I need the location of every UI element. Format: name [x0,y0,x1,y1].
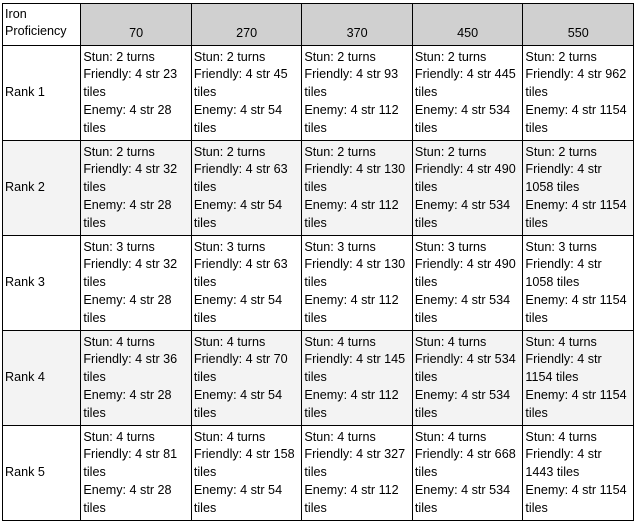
table-cell [302,426,413,521]
friendly-text: Friendly: 4 str 1058 tiles [525,257,602,290]
table-cell [412,426,523,521]
stun-text: Stun: 4 turns [193,334,266,349]
stun-text: Stun: 2 turns [193,144,266,159]
friendly-text: Friendly: 4 str 145 tiles [304,352,406,385]
header-row [3,4,634,46]
table-cell [302,331,413,426]
enemy-text: Enemy: 4 str 112 tiles [304,482,399,515]
enemy-text: Enemy: 4 str 28 tiles [83,387,172,420]
friendly-text: Friendly: 4 str 1058 tiles [525,162,602,195]
stun-text: Stun: 4 turns [304,334,376,349]
stun-text: Stun: 4 turns [83,429,155,444]
enemy-text: Enemy: 4 str 534 tiles [414,482,511,515]
enemy-text: Enemy: 4 str 54 tiles [193,197,283,230]
table-cell [523,46,634,141]
enemy-text: Enemy: 4 str 28 tiles [83,292,172,325]
table-cell [412,331,523,426]
column-header: 550 [523,4,634,46]
enemy-text: Enemy: 4 str 1154 tiles [525,292,627,325]
stun-text: Stun: 3 turns [83,239,155,254]
enemy-text: Enemy: 4 str 54 tiles [193,102,283,135]
enemy-text: Enemy: 4 str 54 tiles [193,482,283,515]
friendly-text: Friendly: 4 str 70 tiles [193,352,288,385]
table-cell [412,236,523,331]
friendly-text: Friendly: 4 str 490 tiles [414,162,516,195]
friendly-text: Friendly: 4 str 534 tiles [414,352,516,385]
enemy-text: Enemy: 4 str 112 tiles [304,197,399,230]
table-cell [412,141,523,236]
enemy-text: Enemy: 4 str 1154 tiles [525,482,627,515]
stun-text: Stun: 3 turns [304,239,376,254]
table-cell [191,141,302,236]
friendly-text: Friendly: 4 str 32 tiles [83,257,178,290]
stun-text: Stun: 4 turns [525,334,597,349]
friendly-text: Friendly: 4 str 32 tiles [83,162,178,195]
table-cell [81,331,192,426]
table-cell [81,236,192,331]
stun-text: Stun: 2 turns [304,144,376,159]
enemy-text: Enemy: 4 str 28 tiles [83,197,172,230]
friendly-text: Friendly: 4 str 1443 tiles [525,447,602,480]
table-cell [523,141,634,236]
table-cell [523,426,634,521]
friendly-text: Friendly: 4 str 45 tiles [193,67,288,100]
friendly-text: Friendly: 4 str 158 tiles [193,447,295,480]
table-cell [191,236,302,331]
friendly-text: Friendly: 4 str 93 tiles [304,67,399,100]
stun-text: Stun: 2 turns [304,49,376,64]
table-cell [81,141,192,236]
table-cell [302,236,413,331]
stun-text: Stun: 3 turns [193,239,266,254]
enemy-text: Enemy: 4 str 534 tiles [414,387,511,420]
stun-text: Stun: 2 turns [525,144,597,159]
stun-text: Stun: 2 turns [414,144,487,159]
table-body [3,4,634,521]
enemy-text: Enemy: 4 str 28 tiles [83,102,172,135]
stun-text: Stun: 4 turns [193,429,266,444]
stun-text: Stun: 3 turns [525,239,597,254]
friendly-text: Friendly: 4 str 445 tiles [414,67,516,100]
column-header: 70 [81,4,192,46]
enemy-text: Enemy: 4 str 54 tiles [193,292,283,325]
enemy-text: Enemy: 4 str 54 tiles [193,387,283,420]
friendly-text: Friendly: 4 str 130 tiles [304,162,406,195]
stun-text: Stun: 2 turns [414,49,487,64]
corner-header: Iron Proficiency [3,4,81,46]
rank-label: Rank 4 [3,331,81,426]
friendly-text: Friendly: 4 str 130 tiles [304,257,406,290]
stun-text: Stun: 4 turns [414,429,487,444]
enemy-text: Enemy: 4 str 1154 tiles [525,197,627,230]
enemy-text: Enemy: 4 str 1154 tiles [525,387,627,420]
table-row [3,141,634,236]
stun-text: Stun: 2 turns [83,144,155,159]
friendly-text: Friendly: 4 str 81 tiles [83,447,178,480]
table-row [3,46,634,141]
table-cell [302,46,413,141]
stun-text: Stun: 2 turns [525,49,597,64]
table-cell [81,46,192,141]
table-cell [523,331,634,426]
friendly-text: Friendly: 4 str 23 tiles [83,67,178,100]
table-cell [302,141,413,236]
enemy-text: Enemy: 4 str 1154 tiles [525,102,627,135]
stun-text: Stun: 2 turns [193,49,266,64]
table-row [3,331,634,426]
friendly-text: Friendly: 4 str 668 tiles [414,447,516,480]
enemy-text: Enemy: 4 str 534 tiles [414,197,511,230]
friendly-text: Friendly: 4 str 36 tiles [83,352,178,385]
stun-text: Stun: 4 turns [414,334,487,349]
rank-label: Rank 2 [3,141,81,236]
table-row [3,426,634,521]
friendly-text: Friendly: 4 str 63 tiles [193,162,288,195]
enemy-text: Enemy: 4 str 28 tiles [83,482,172,515]
rank-label: Rank 5 [3,426,81,521]
table-cell [523,236,634,331]
stun-text: Stun: 3 turns [414,239,487,254]
enemy-text: Enemy: 4 str 112 tiles [304,102,399,135]
enemy-text: Enemy: 4 str 112 tiles [304,292,399,325]
stun-text: Stun: 2 turns [83,49,155,64]
table-cell [191,46,302,141]
table-cell [191,426,302,521]
stun-text: Stun: 4 turns [304,429,376,444]
stun-text: Stun: 4 turns [83,334,155,349]
enemy-text: Enemy: 4 str 534 tiles [414,292,511,325]
column-header: 370 [302,4,413,46]
friendly-text: Friendly: 4 str 327 tiles [304,447,406,480]
table-cell [81,426,192,521]
stun-text: Stun: 4 turns [525,429,597,444]
rank-label: Rank 1 [3,46,81,141]
friendly-text: Friendly: 4 str 1154 tiles [525,352,602,385]
friendly-text: Friendly: 4 str 63 tiles [193,257,288,290]
friendly-text: Friendly: 4 str 490 tiles [414,257,516,290]
friendly-text: Friendly: 4 str 962 tiles [525,67,627,100]
enemy-text: Enemy: 4 str 534 tiles [414,102,511,135]
table-row [3,236,634,331]
enemy-text: Enemy: 4 str 112 tiles [304,387,399,420]
table-cell [412,46,523,141]
rank-label: Rank 3 [3,236,81,331]
table-cell [191,331,302,426]
iron-proficiency-table [2,3,634,521]
column-header: 270 [191,4,302,46]
column-header: 450 [412,4,523,46]
